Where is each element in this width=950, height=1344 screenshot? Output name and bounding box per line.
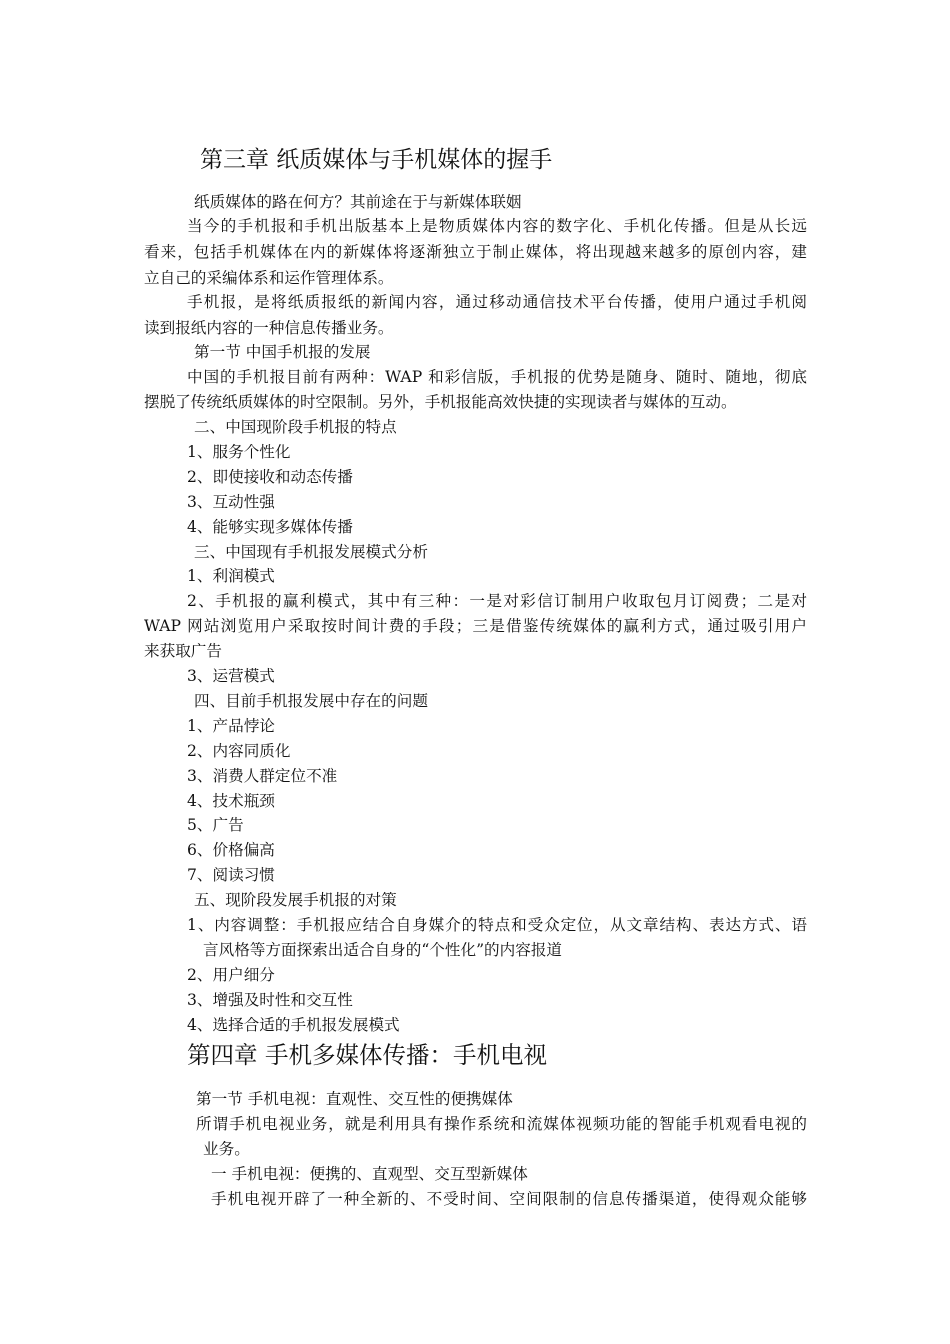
paragraph-line: 当今的手机报和手机出版基本上是物质媒体内容的数字化、手机化传播。但是从长远 [187, 217, 807, 235]
subsection-title: 一 手机电视：便携的、直观型、交互型新媒体 [211, 1165, 528, 1183]
list-item: 5、广告 [187, 816, 244, 834]
list-item: 4、技术瓶颈 [187, 792, 275, 810]
paragraph-line: 所谓手机电视业务，就是利用具有操作系统和流媒体视频功能的智能手机观看电视的 [196, 1115, 807, 1133]
list-item: 1、利润模式 [187, 567, 275, 585]
list-item: 2、即使接收和动态传播 [187, 468, 353, 486]
part-title: 三、中国现有手机报发展模式分析 [194, 543, 428, 561]
paragraph-line: 1、内容调整：手机报应结合自身媒介的特点和受众定位，从文章结构、表达方式、语 [187, 916, 807, 934]
paragraph-line: 立自己的采编体系和运作管理体系。 [144, 269, 394, 287]
chapter3-title: 第三章 纸质媒体与手机媒体的握手 [200, 147, 553, 173]
paragraph-line: 手机报，是将纸质报纸的新闻内容，通过移动通信技术平台传播，使用户通过手机阅 [187, 293, 807, 311]
list-item: 2、内容同质化 [187, 742, 291, 760]
part-title: 五、现阶段发展手机报的对策 [194, 891, 397, 909]
paragraph-line: 言风格等方面探索出适合自身的“个性化”的内容报道 [203, 941, 563, 959]
list-item: 1、产品悖论 [187, 717, 275, 735]
list-item: 4、选择合适的手机报发展模式 [187, 1016, 400, 1034]
part-title: 四、目前手机报发展中存在的问题 [194, 692, 428, 710]
list-item: 3、运营模式 [187, 667, 275, 685]
paragraph-line: 来获取广告 [144, 642, 222, 660]
list-item: 4、能够实现多媒体传播 [187, 518, 353, 536]
paragraph-line: 业务。 [203, 1140, 250, 1158]
section-title: 第一节 中国手机报的发展 [194, 343, 371, 361]
list-item: 3、消费人群定位不准 [187, 767, 338, 785]
chapter3-subtitle: 纸质媒体的路在何方？其前途在于与新媒体联姻 [194, 193, 522, 211]
paragraph-line: 2、手机报的赢利模式，其中有三种：一是对彩信订制用户收取包月订阅费；二是对 [187, 592, 807, 610]
section-title: 第一节 手机电视：直观性、交互性的便携媒体 [196, 1090, 513, 1108]
part-title: 二、中国现阶段手机报的特点 [194, 418, 397, 436]
paragraph-line: 读到报纸内容的一种信息传播业务。 [144, 319, 394, 337]
list-item: 2、用户细分 [187, 966, 275, 984]
paragraph-line: 中国的手机报目前有两种：WAP 和彩信版，手机报的优势是随身、随时、随地，彻底 [187, 368, 807, 386]
list-item: 3、互动性强 [187, 493, 275, 511]
list-item: 3、增强及时性和交互性 [187, 991, 353, 1009]
list-item: 1、服务个性化 [187, 443, 291, 461]
paragraph-line: 摆脱了传统纸质媒体的时空限制。另外，手机报能高效快捷的实现读者与媒体的互动。 [144, 393, 737, 411]
paragraph-line: 手机电视开辟了一种全新的、不受时间、空间限制的信息传播渠道，使得观众能够 [211, 1190, 807, 1208]
list-item: 6、价格偏高 [187, 841, 275, 859]
list-item: 7、阅读习惯 [187, 866, 275, 884]
paragraph-line: WAP 网站浏览用户采取按时间计费的手段；三是借鉴传统媒体的赢利方式，通过吸引用户 [144, 617, 807, 635]
chapter4-title: 第四章 手机多媒体传播：手机电视 [187, 1041, 547, 1069]
paragraph-line: 看来，包括手机媒体在内的新媒体将逐渐独立于制止媒体，将出现越来越多的原创内容，建 [144, 243, 807, 261]
